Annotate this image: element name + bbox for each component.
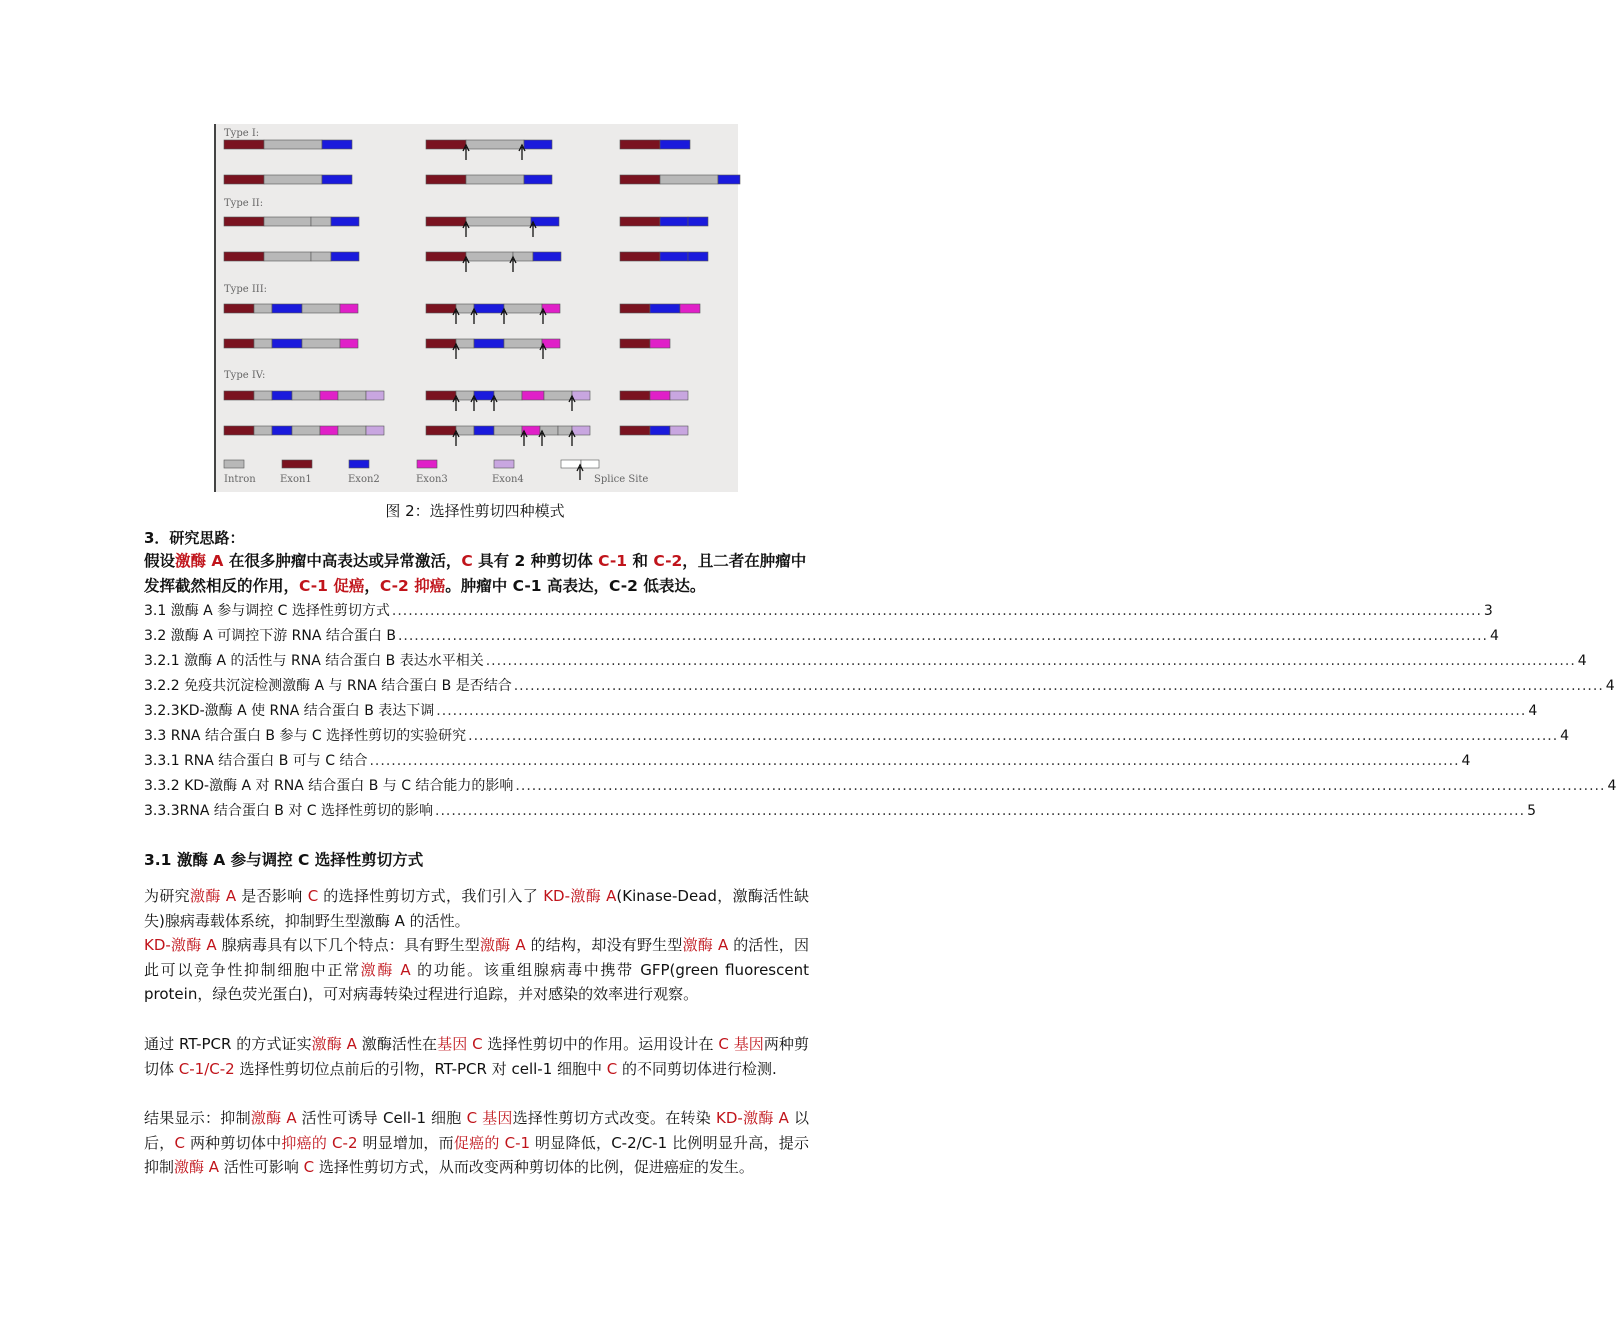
highlighted-term: C-1	[598, 552, 628, 570]
gene-segment-i	[264, 252, 311, 261]
highlighted-term: 基因 C	[437, 1035, 483, 1053]
gene-segment-i	[456, 426, 474, 435]
gene-segment-e2	[474, 339, 504, 348]
gene-segment-i	[302, 339, 340, 348]
gene-segment-e2	[331, 252, 359, 261]
gene-segment-i	[292, 391, 320, 400]
toc-page-number: 4	[1605, 678, 1615, 694]
toc-entry[interactable]	[144, 624, 1499, 649]
gene-segment-e2	[650, 426, 670, 435]
gene-segment-i	[466, 175, 524, 184]
highlighted-term: 促癌的 C-1	[453, 1133, 531, 1152]
highlighted-term: C	[307, 887, 319, 905]
text-run: 的不同剪切体进行检测.	[617, 1059, 777, 1078]
text-run: 选择性剪切方式改变。在转染	[512, 1109, 717, 1127]
gene-segment-i	[292, 426, 320, 435]
toc-leader: ........................................................................................................................................................................................................	[435, 803, 1526, 819]
text-run: 。肿瘤中 C-1 高表达，C-2 低表达。	[445, 577, 706, 595]
legend-swatch-exon1	[282, 460, 312, 468]
toc-page-number: 5	[1527, 803, 1536, 819]
legend-label: Exon2	[348, 474, 380, 485]
gene-segment-i	[558, 426, 572, 435]
gene-segment-e1	[620, 426, 650, 435]
gene-segment-e1	[426, 391, 456, 400]
text-run: 明显降低，C-2/C-1 比例明显升高，提示抑制	[144, 1133, 809, 1176]
gene-segment-e3	[340, 304, 358, 313]
text-run: 假设	[144, 552, 176, 570]
legend-swatch-splice	[561, 460, 581, 468]
legend-swatch-splice	[581, 460, 599, 468]
gene-segment-e1	[224, 252, 264, 261]
gene-segment-i	[456, 391, 474, 400]
gene-segment-e1	[620, 175, 660, 184]
gene-segment-i	[466, 252, 513, 261]
gene-segment-e1	[224, 217, 264, 226]
toc-entry-title: 3.2 激酶 A 可调控下游 RNA 结合蛋白 B	[144, 628, 396, 644]
gene-segment-e2	[331, 217, 359, 226]
toc-entry-title: 3.2.1 激酶 A 的活性与 RNA 结合蛋白 B 表达水平相关	[144, 653, 484, 669]
gene-segment-e2	[524, 175, 552, 184]
legend-label: Splice Site	[594, 474, 649, 485]
text-run: 的选择性剪切方式，我们引入了	[318, 887, 544, 905]
gene-segment-e2	[718, 175, 740, 184]
text-run: 是否影响	[236, 887, 308, 905]
table-of-contents	[144, 599, 1616, 824]
highlighted-term: 激酶 A	[174, 1158, 220, 1176]
gene-segment-e2	[524, 140, 552, 149]
text-run: 的活性，因此可以竞争性抑制细胞中正常	[144, 936, 809, 979]
toc-page-number: 4	[1489, 628, 1499, 644]
gene-segment-i	[660, 175, 718, 184]
text-run: 活性可影响	[219, 1158, 304, 1176]
gene-segment-e1	[620, 217, 660, 226]
text-run: 明显增加，而	[357, 1133, 454, 1152]
gene-segment-e1	[620, 391, 650, 400]
text-run: 选择性剪切方式，从而改变两种剪切体的比例，促进癌症的发生。	[314, 1158, 754, 1176]
type-label: Type I:	[224, 128, 260, 139]
gene-segment-e1	[224, 391, 254, 400]
gene-segment-e3	[340, 339, 358, 348]
gene-segment-i	[494, 426, 522, 435]
toc-page-number: 4	[1461, 753, 1471, 769]
highlighted-term: C 基因	[718, 1035, 764, 1053]
highlighted-term: 激酶 A	[190, 887, 237, 905]
highlighted-term: C-2	[653, 552, 683, 570]
gene-segment-i	[466, 217, 531, 226]
toc-entry-title: 3.3.1 RNA 结合蛋白 B 可与 C 结合	[144, 753, 368, 769]
gene-segment-i	[264, 175, 322, 184]
toc-page-number: 4	[1560, 728, 1570, 744]
gene-segment-e1	[620, 252, 660, 261]
type-label: Type III:	[224, 284, 268, 295]
gene-segment-i	[264, 217, 311, 226]
figure-caption: 图 2：选择性剪切四种模式	[385, 502, 565, 520]
highlighted-term: 激酶 A	[311, 1035, 357, 1053]
text-run: 在很多肿瘤中高表达或异常激活，	[223, 552, 462, 570]
gene-segment-e2	[533, 252, 561, 261]
text-run: ，且二者在肿瘤中发挥截然相反的作用，	[144, 552, 807, 595]
gene-segment-e1	[426, 252, 466, 261]
text-run: 选择性剪切中的作用。运用设计在	[482, 1035, 719, 1053]
gene-segment-e2	[688, 252, 708, 261]
toc-leader: ........................................................................................................................................................................................................	[468, 728, 1559, 744]
highlighted-term: C	[606, 1059, 618, 1078]
gene-segment-i	[466, 140, 524, 149]
highlighted-term: C-1/C-2	[178, 1059, 235, 1078]
highlighted-term: 激酶 A	[360, 960, 411, 979]
toc-entry-title: 3.2.3KD-激酶 A 使 RNA 结合蛋白 B 表达下调	[144, 703, 435, 719]
toc-leader: ........................................................................................................................................................................................................	[485, 653, 1576, 669]
toc-entry[interactable]	[144, 774, 1616, 799]
gene-segment-e1	[426, 426, 456, 435]
text-run: 为研究	[144, 887, 191, 905]
gene-segment-e1	[426, 339, 456, 348]
section-title: 3.1 激酶 A 参与调控 C 选择性剪切方式	[144, 851, 424, 869]
gene-segment-e2	[272, 391, 292, 400]
legend-label: Exon1	[280, 474, 312, 485]
gene-segment-e2	[272, 304, 302, 313]
toc-page-number: 4	[1577, 653, 1587, 669]
paragraph-1	[144, 884, 809, 933]
paragraph-3	[144, 1032, 809, 1081]
text-run: 的功能。该重组腺病毒中携带 GFP(green fluorescent protein，绿色荧光蛋白)，可对病毒转染过程进行追踪，并对感染的效率进行观察。	[144, 960, 809, 1003]
legend-label: Exon3	[416, 474, 448, 485]
gene-segment-e4	[366, 391, 384, 400]
toc-leader: ........................................................................................................................................................................................................	[369, 753, 1460, 769]
gene-segment-e1	[224, 426, 254, 435]
gene-segment-i	[494, 391, 522, 400]
text-run: 两种剪切体中	[184, 1133, 282, 1152]
toc-page-number: 4	[1607, 778, 1616, 794]
gene-segment-e1	[620, 304, 650, 313]
toc-page-number: 3	[1483, 603, 1493, 619]
gene-segment-e2	[660, 217, 688, 226]
gene-segment-e2	[322, 140, 352, 149]
legend-label: Exon4	[492, 474, 524, 485]
toc-entry-title: 3.1 激酶 A 参与调控 C 选择性剪切方式	[144, 603, 390, 619]
text-run: 选择性剪切位点前后的引物，RT-PCR 对 cell-1 细胞中	[234, 1059, 607, 1078]
text-run: 以后，	[144, 1109, 809, 1152]
highlighted-term: 激酶 A	[682, 936, 729, 954]
gene-segment-e2	[474, 426, 494, 435]
splicing-figure	[214, 124, 738, 492]
legend-swatch-exon3	[417, 460, 437, 468]
gene-segment-e3	[650, 339, 670, 348]
legend-swatch-exon4	[494, 460, 514, 468]
gene-segment-e2	[688, 217, 708, 226]
toc-entry[interactable]	[144, 674, 1615, 699]
toc-entry[interactable]	[144, 724, 1570, 749]
gene-segment-i	[544, 391, 572, 400]
highlighted-term: 抑癌的 C-2	[281, 1133, 358, 1152]
text-run: 激酶活性在	[356, 1035, 438, 1053]
gene-segment-e1	[426, 304, 456, 313]
gene-segment-e2	[474, 391, 494, 400]
toc-entry-title: 3.3 RNA 结合蛋白 B 参与 C 选择性剪切的实验研究	[144, 728, 467, 744]
gene-segment-e1	[426, 217, 466, 226]
toc-entry-title: 3.3.3RNA 结合蛋白 B 对 C 选择性剪切的影响	[144, 803, 434, 819]
gene-segment-e1	[224, 304, 254, 313]
toc-entry[interactable]	[144, 749, 1471, 774]
toc-leader: ........................................................................................................................................................................................................	[391, 603, 1482, 619]
toc-leader: ........................................................................................................................................................................................................	[397, 628, 1488, 644]
gene-segment-e1	[426, 175, 466, 184]
gene-segment-e2	[660, 252, 688, 261]
toc-entry[interactable]	[144, 799, 1536, 824]
legend-swatch-intron	[224, 460, 244, 468]
gene-segment-e1	[224, 339, 254, 348]
gene-segment-i	[254, 391, 272, 400]
text-run: 的结构，却没有野生型	[525, 936, 683, 954]
paragraph-4	[144, 1106, 809, 1180]
text-run: ，	[364, 577, 380, 595]
gene-segment-e4	[572, 426, 590, 435]
gene-segment-i	[338, 426, 366, 435]
gene-segment-i	[456, 339, 474, 348]
gene-segment-e2	[322, 175, 352, 184]
highlighted-term: C	[461, 552, 473, 570]
highlighted-term: KD-激酶 A	[144, 936, 217, 954]
toc-entry-title: 3.2.2 免疫共沉淀检测激酶 A 与 RNA 结合蛋白 B 是否结合	[144, 678, 512, 694]
gene-segment-e1	[620, 339, 650, 348]
gene-segment-e2	[531, 217, 559, 226]
paragraph-2	[144, 933, 809, 1007]
text-run: 活性可诱导 Cell-1 细胞	[296, 1109, 467, 1127]
highlighted-term: 激酶 A	[175, 552, 224, 570]
highlighted-term: 激酶 A	[479, 936, 526, 954]
highlighted-term: KD-激酶 A	[543, 887, 617, 905]
gene-segment-i	[302, 304, 340, 313]
research-heading: 3．研究思路：	[144, 529, 245, 547]
text-run: (Kinase-Dead，激酶活性缺失)腺病毒载体系统，抑制野生型激酶 A 的活性。	[144, 887, 809, 930]
gene-segment-e1	[426, 140, 466, 149]
gene-segment-i	[264, 140, 322, 149]
gene-segment-e3	[680, 304, 700, 313]
gene-segment-e4	[572, 391, 590, 400]
text-run: 和	[627, 552, 654, 570]
legend-label: Intron	[224, 474, 256, 485]
gene-segment-e3	[320, 426, 338, 435]
gene-segment-i	[254, 339, 272, 348]
type-label: Type II:	[224, 198, 264, 209]
toc-entry[interactable]	[144, 599, 1493, 624]
highlighted-term: C 基因	[466, 1109, 513, 1127]
text-run: 结果显示：抑制	[144, 1109, 251, 1127]
gene-segment-i	[254, 304, 272, 313]
gene-segment-i	[456, 304, 474, 313]
gene-segment-i	[504, 304, 542, 313]
legend-swatch-exon2	[349, 460, 369, 468]
gene-segment-i	[254, 426, 272, 435]
gene-segment-e1	[224, 140, 264, 149]
toc-leader: ........................................................................................................................................................................................................	[436, 703, 1527, 719]
gene-segment-e2	[272, 339, 302, 348]
highlighted-term: KD-激酶 A	[716, 1109, 789, 1127]
toc-leader: ........................................................................................................................................................................................................	[515, 778, 1606, 794]
gene-segment-e3	[320, 391, 338, 400]
highlighted-term: 激酶 A	[250, 1109, 297, 1127]
gene-segment-e1	[224, 175, 264, 184]
text-run: 腺病毒具有以下几个特点：具有野生型	[216, 936, 480, 954]
toc-page-number: 4	[1528, 703, 1538, 719]
gene-segment-i	[311, 252, 331, 261]
text-run: 两种剪切体	[144, 1035, 809, 1078]
gene-segment-e4	[670, 391, 688, 400]
gene-segment-e1	[620, 140, 660, 149]
gene-segment-e3	[522, 391, 544, 400]
highlighted-term: C-2 抑癌	[379, 577, 446, 595]
gene-segment-i	[513, 252, 533, 261]
toc-entry[interactable]	[144, 699, 1538, 724]
toc-entry-title: 3.3.2 KD-激酶 A 对 RNA 结合蛋白 B 与 C 结合能力的影响	[144, 778, 514, 794]
gene-segment-e2	[660, 140, 690, 149]
toc-leader: ........................................................................................................................................................................................................	[513, 678, 1604, 694]
gene-segment-i	[504, 339, 542, 348]
highlighted-term: C-1 促癌	[299, 577, 365, 595]
toc-entry[interactable]	[144, 649, 1587, 674]
gene-segment-i	[338, 391, 366, 400]
gene-segment-e4	[670, 426, 688, 435]
gene-segment-e2	[272, 426, 292, 435]
splicing-diagram	[216, 124, 738, 492]
type-label: Type IV:	[224, 370, 266, 381]
gene-segment-e2	[650, 304, 680, 313]
gene-segment-i	[311, 217, 331, 226]
gene-segment-e3	[650, 391, 670, 400]
text-run: 通过 RT-PCR 的方式证实	[144, 1035, 312, 1053]
highlighted-term: C	[303, 1158, 315, 1176]
gene-segment-e4	[366, 426, 384, 435]
gene-segment-e2	[474, 304, 504, 313]
highlighted-term: C	[174, 1133, 185, 1152]
hypothesis	[144, 549, 809, 599]
text-run: 具有 2 种剪切体	[472, 552, 599, 570]
